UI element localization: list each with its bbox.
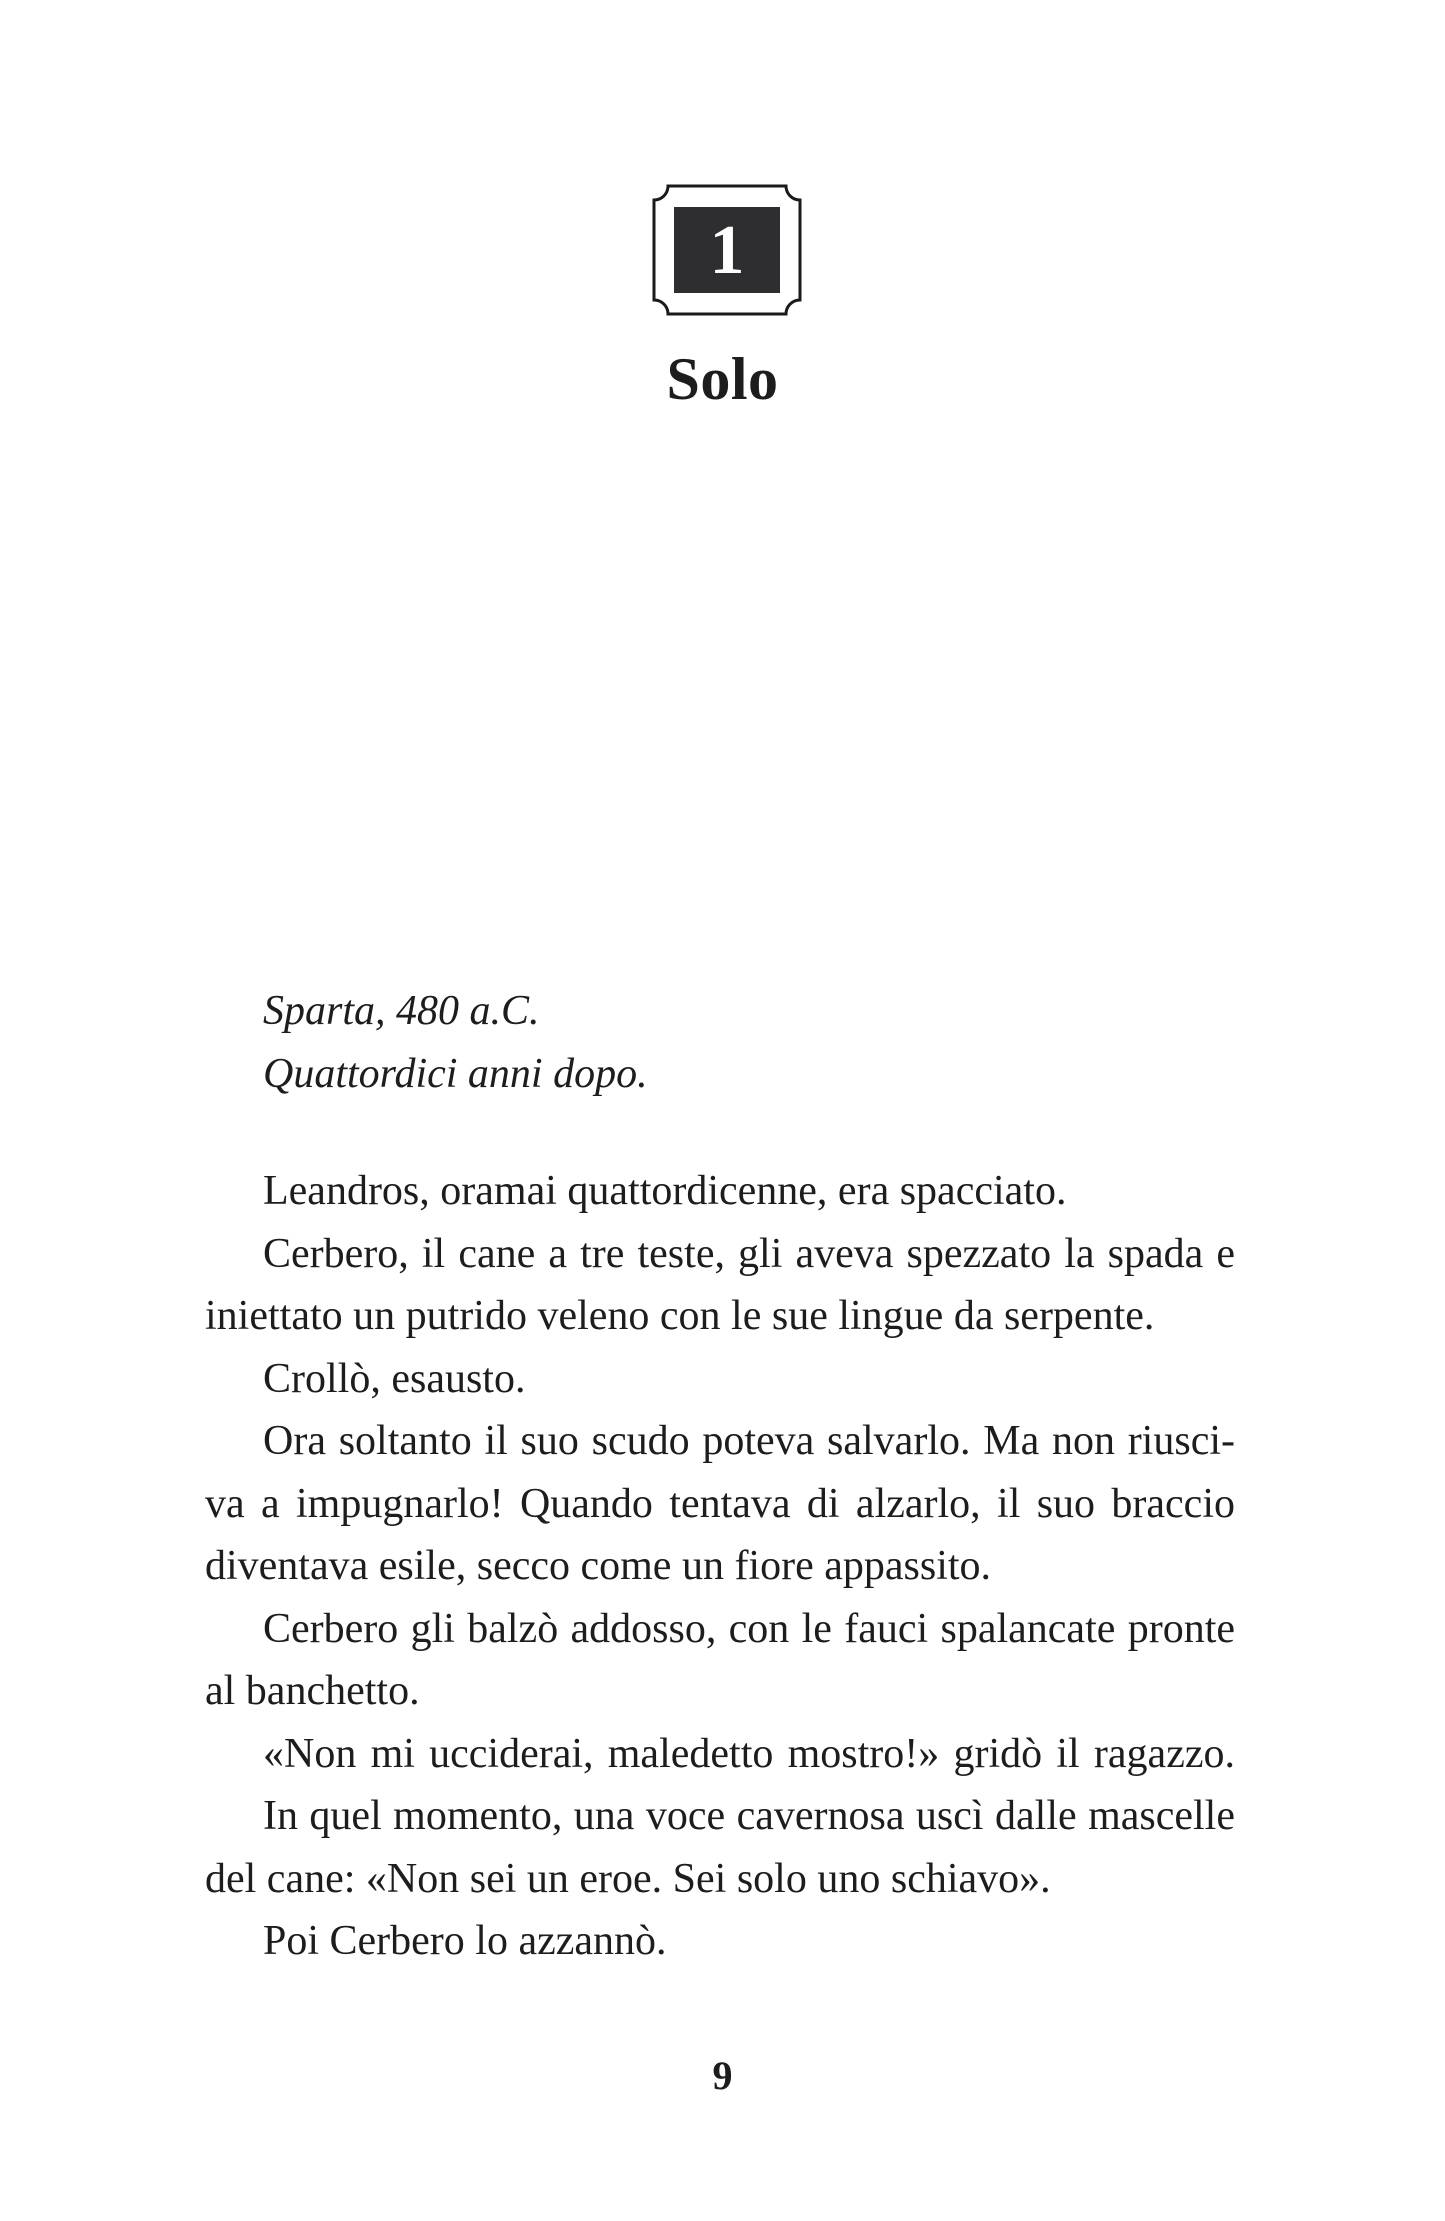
body-line: In quel momento, una voce cavernosa uscì dalle mascelle — [263, 1793, 1235, 1839]
chapter-title: Solo — [666, 346, 779, 412]
epigraph-line: Sparta, 480 a.C. — [263, 988, 540, 1034]
page-number: 9 — [712, 2053, 733, 2098]
body-line: «Non mi ucciderai, maledetto mostro!» gridò il ragazzo. — [263, 1730, 1235, 1777]
body-line: Poi Cerbero lo azzannò. — [263, 1918, 667, 1964]
chapter-number-badge — [652, 184, 802, 316]
body-line: del cane: «Non sei un eroe. Sei solo uno schiavo». — [205, 1855, 1051, 1902]
body-text — [205, 1160, 1235, 1973]
body-line: al banchetto. — [205, 1668, 420, 1714]
body-line: Ora soltanto il suo scudo poteva salvarlo. Ma non riusci- — [263, 1418, 1235, 1464]
chapter-number: 1 — [709, 212, 745, 289]
body-line: Crollò, esausto. — [263, 1355, 526, 1402]
body-line: Cerbero, il cane a tre teste, gli aveva spezzato la spada e — [263, 1230, 1235, 1277]
chapter-badge-frame-icon — [652, 184, 802, 316]
body-line: iniettato un putrido veleno con le sue lingue da serpente. — [205, 1293, 1155, 1339]
body-line: diventava esile, secco come un fiore appassito. — [205, 1543, 992, 1589]
epigraph-line: Quattordici anni dopo. — [263, 1050, 648, 1097]
body-line: Leandros, oramai quattordicenne, era spacciato. — [263, 1168, 1067, 1214]
epigraph — [205, 980, 1235, 1105]
body-line: Cerbero gli balzò addosso, con le fauci spalancate pronte — [263, 1605, 1235, 1652]
body-line: va a impugnarlo! Quando tentava di alzarlo, il suo braccio — [205, 1480, 1235, 1527]
